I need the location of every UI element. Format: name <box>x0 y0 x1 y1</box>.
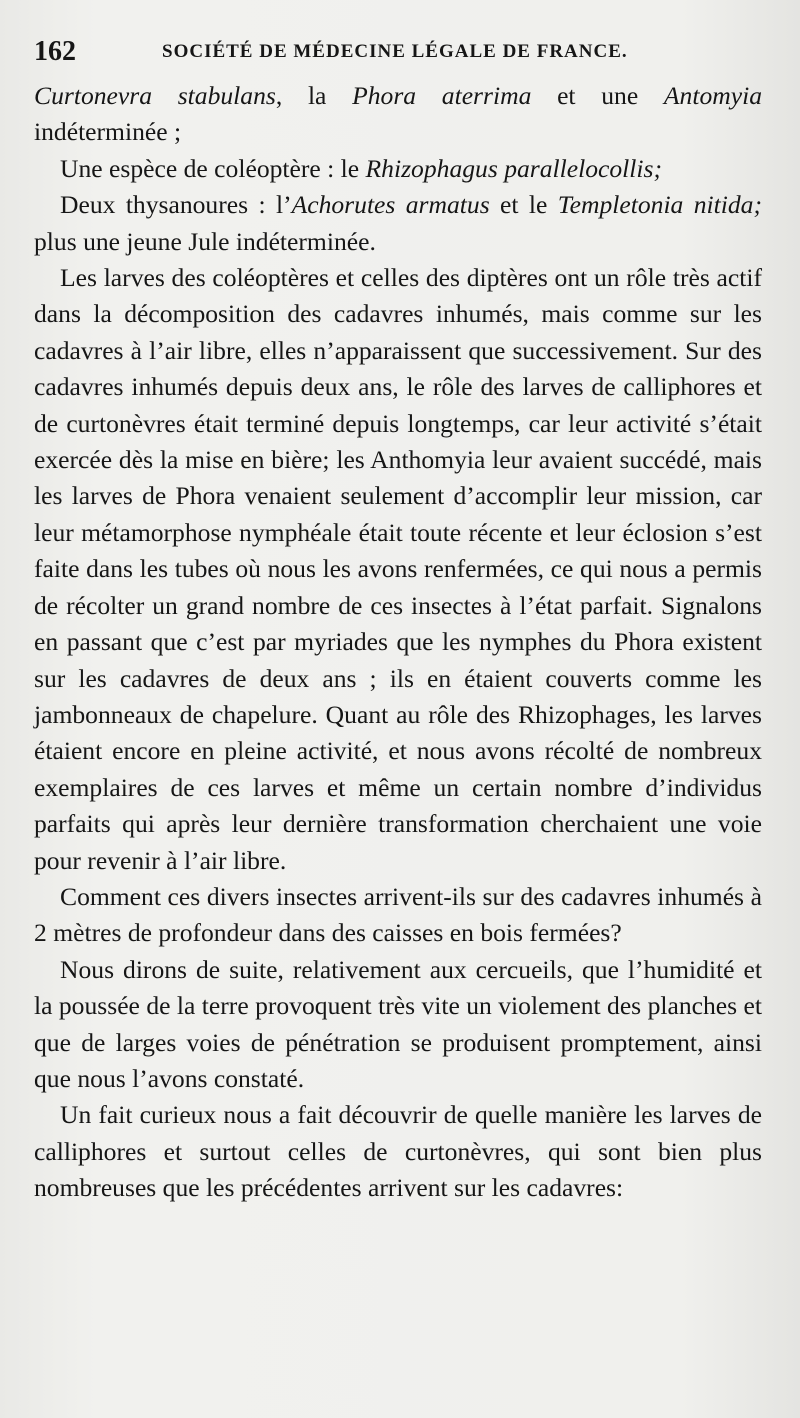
italic-text: Phora aterrima <box>352 81 532 110</box>
body-text <box>34 78 762 1207</box>
text-segment: , la <box>275 81 353 110</box>
text-segment: et une <box>531 81 664 110</box>
text-segment: et le <box>489 190 558 220</box>
page-number: 162 <box>34 36 76 67</box>
paragraph-p3 <box>34 187 762 260</box>
italic-text: Achorutes armatus <box>291 190 490 220</box>
paragraph-p4 <box>34 260 762 879</box>
page-header <box>34 36 774 68</box>
text-segment: Comment ces divers insectes arrivent-ils sur des cadavres inhumés à 2 mètres de profondeur dans des caisses en bois fermées? <box>34 881 762 948</box>
paragraph-p5 <box>34 879 762 952</box>
text-segment: Un fait curieux nous a fait découvrir de quelle manière les larves de calliphores et surtout celles de curtonèvres, qui sont bien plus nombreuses que les précédentes arrivent sur les cadavres: <box>34 1100 762 1203</box>
text-segment: plus une jeune Jule indéterminée. <box>34 226 376 256</box>
text-segment: Deux thysanoures : l’ <box>60 190 292 220</box>
italic-text: Rhizophagus parallelocollis; <box>365 153 662 183</box>
paragraph-p7 <box>34 1097 762 1206</box>
paragraph-p2 <box>34 151 762 187</box>
paragraph-p6 <box>34 952 762 1098</box>
text-segment: Nous dirons de suite, relativement aux cercueils, que l’humidité et la poussée de la terre provoquent très vite un violement des planches et que de larges voies de pénétration se produisent promptement, ainsi que nous l’avons constaté. <box>34 954 762 1093</box>
text-segment: indéterminée ; <box>34 117 182 147</box>
italic-text: Templetonia nitida; <box>557 190 762 220</box>
paragraph-p1 <box>34 78 762 151</box>
italic-text: Curtonevra stabulans <box>34 81 276 110</box>
text-segment: Les larves des coléoptères et celles des diptères ont un rôle très actif dans la décomposition des cadavres inhumés, mais comme sur les cadavres à l’air libre, elles n’apparaissent que successivement. Sur des cadavres inhumés depuis deux ans, le rôle des larves de calliphores et de curtonèvres était terminé depuis longtemps, car leur activité s’était exercée dès la mise en bière; les Anthomyia leur avaient succédé, mais les larves de Phora venaient seulement d’accomplir leur mission, car leur métamorphose nymphéale était toute récente et leur éclosion s’est faite dans les tubes où nous les avons renfermées, ce qui nous a permis de récolter un grand nombre de ces insectes à l’état parfait. Signalons en passant que c’est par myriades que les nymphes du Phora existent sur les cadavres de deux ans ; ils en étaient couverts comme les jambonneaux de chapelure. Quant au rôle des Rhizophages, les larves étaient encore en pleine activité, et nous avons récolté de nombreux exemplaires de ces larves et même un certain nombre d’individus parfaits qui après leur dernière transformation cherchaient une voie pour revenir à l’air libre. <box>34 263 762 875</box>
running-head: SOCIÉTÉ DE MÉDECINE LÉGALE DE FRANCE. <box>162 41 628 62</box>
italic-text: Antomyia <box>663 81 762 110</box>
text-segment: Une espèce de coléoptère : le <box>60 153 366 183</box>
